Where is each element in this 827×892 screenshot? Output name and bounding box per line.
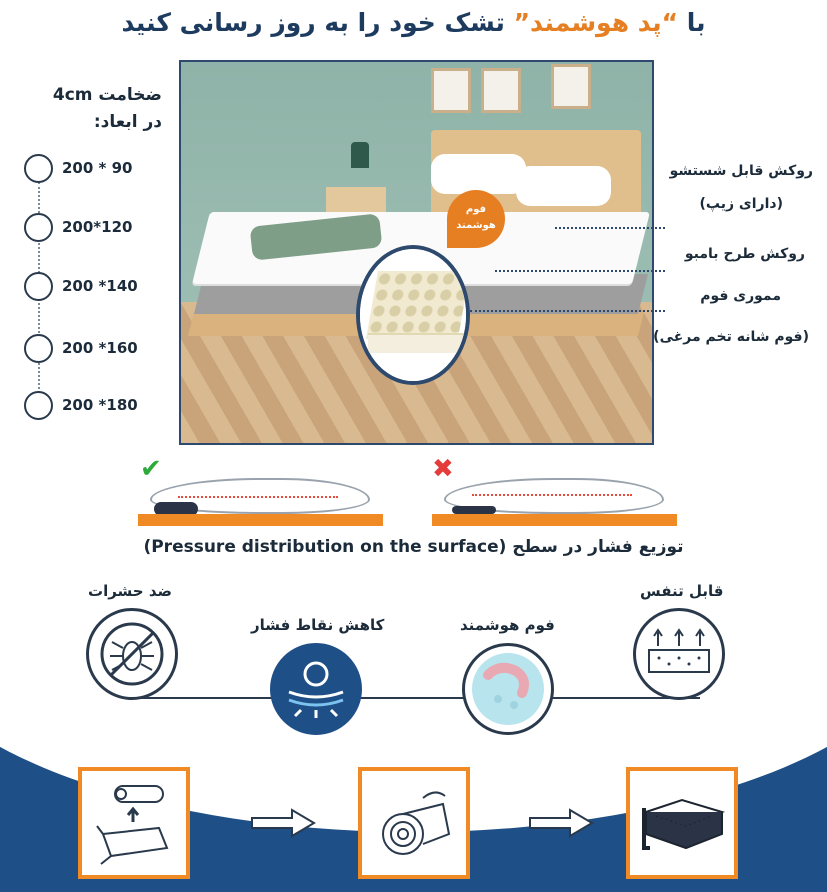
size-label: 200*120 <box>62 218 133 236</box>
size-label: 200 *180 <box>62 396 138 414</box>
rolled-mattress-icon <box>369 778 459 868</box>
smart-foam-badge <box>447 190 505 248</box>
box-roll-icon <box>89 778 179 868</box>
cross-icon: ✖ <box>432 454 454 484</box>
size-option-120[interactable] <box>24 213 154 243</box>
feature-pressure-relief <box>270 643 362 735</box>
wall-frame <box>481 68 521 113</box>
wall-frame <box>431 68 471 113</box>
spine-line <box>178 496 338 498</box>
callout-line <box>495 270 665 272</box>
size-option-160[interactable] <box>24 334 154 364</box>
size-radio-icon[interactable] <box>24 213 53 242</box>
badge-line2: هوشمند <box>456 220 496 231</box>
feature-label-pressure-relief: کاهش نقاط فشار <box>251 616 385 634</box>
arrow-right-icon <box>526 808 596 838</box>
mattress-bar <box>138 514 383 526</box>
feature-label-breathable: قابل تنفس <box>640 582 724 600</box>
size-radio-icon[interactable] <box>24 154 53 183</box>
feature-breathable <box>633 608 725 700</box>
pressure-en: (Pressure distribution on the surface) <box>143 537 507 557</box>
title-prefix: با <box>678 8 706 37</box>
check-icon: ✔ <box>140 454 162 484</box>
badge-line1: فوم <box>465 204 487 215</box>
feature-connector <box>140 697 700 699</box>
feature-anti-insect <box>86 608 178 700</box>
callout-line <box>555 227 665 229</box>
thickness-label: ضخامت 4cm <box>52 85 162 105</box>
smart-foam-icon <box>468 649 548 729</box>
pillow <box>431 154 526 194</box>
pressure-bad <box>432 454 677 528</box>
feature-label-smart-foam: فوم هوشمند <box>460 616 555 634</box>
wall-frame <box>551 64 591 109</box>
foam-zoom-circle <box>356 245 470 385</box>
foam-base <box>368 333 466 353</box>
callout-memory-foam: مموری فوم <box>700 288 781 304</box>
breathable-icon <box>644 624 714 684</box>
feature-smart-foam <box>462 643 554 735</box>
size-label: 200 * 90 <box>62 159 133 177</box>
page-title <box>0 8 827 37</box>
size-radio-icon[interactable] <box>24 272 53 301</box>
size-label: 200 *160 <box>62 339 138 357</box>
callout-zipper: (دارای زیپ) <box>699 196 783 212</box>
step-box-bed <box>626 767 738 879</box>
mattress-bar <box>432 514 677 526</box>
pressure-caption <box>0 537 827 557</box>
lamp-icon <box>351 142 369 168</box>
dimensions-label: در ابعاد: <box>93 112 162 132</box>
callout-cover-washable: روکش قابل شستشو <box>669 163 813 179</box>
size-option-140[interactable] <box>24 272 154 302</box>
feature-label-anti-insect: ضد حشرات <box>88 582 173 600</box>
title-suffix: تشک خود را به روز رسانی کنید <box>121 8 514 37</box>
spine-line <box>472 494 632 496</box>
callout-bamboo-cover: روکش طرح بامبو <box>684 246 805 262</box>
anti-insect-icon <box>94 616 170 692</box>
size-label: 200 *140 <box>62 277 138 295</box>
bed-icon <box>636 778 728 868</box>
callout-line <box>470 310 665 312</box>
pillow-icon <box>452 506 496 514</box>
step-box-packed <box>78 767 190 879</box>
size-option-180[interactable] <box>24 391 154 421</box>
egg-crate-foam <box>366 271 470 339</box>
size-option-90[interactable] <box>24 154 154 184</box>
pressure-relief-icon <box>281 654 351 724</box>
size-radio-icon[interactable] <box>24 334 53 363</box>
pillow <box>516 166 611 206</box>
size-radio-icon[interactable] <box>24 391 53 420</box>
step-box-unroll <box>358 767 470 879</box>
arrow-right-icon <box>248 808 318 838</box>
pressure-good <box>138 454 383 528</box>
pressure-fa: توزیع فشار در سطح <box>512 537 684 557</box>
title-accent: “پد هوشمند” <box>513 8 679 37</box>
callout-egg-crate: (فوم شانه تخم مرغی) <box>653 329 809 345</box>
size-heading <box>22 82 162 136</box>
